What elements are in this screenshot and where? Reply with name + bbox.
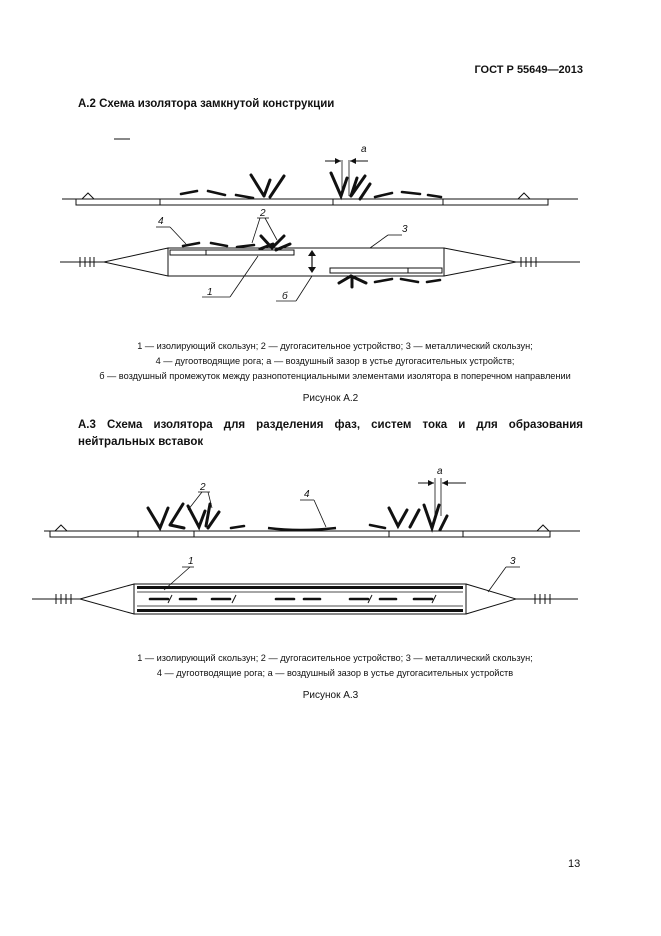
- section-a3-title-line1: А.3 Схема изолятора для разделения фаз, систем тока и для образования: [78, 419, 583, 431]
- a3-label-2: 2: [200, 482, 206, 493]
- standard-number: ГОСТ Р 55649—2013: [474, 64, 583, 76]
- a3-label-a: а: [437, 466, 443, 477]
- a3-legend-line2: 4 — дугоотводящие рога; а — воздушный зазор в устье дугогасительных устройств: [156, 668, 514, 678]
- section-a3-title-line2: нейтральных вставок: [78, 436, 204, 448]
- a2-legend-line3: б — воздушный промежуток между разнопотенциальными элементами изолятора в поперечном направлении: [99, 371, 571, 381]
- a3-label-3: 3: [510, 556, 516, 567]
- a2-legend-line2: 4 — дугоотводящие рога; а — воздушный зазор в устье дугогасительных устройств;: [155, 356, 515, 366]
- a2-label-2: 2: [260, 208, 266, 219]
- a3-legend-line1: 1 — изолирующий скользун; 2 — дугогасительное устройство; 3 — металлический скользун;: [137, 653, 533, 663]
- a3-label-1: 1: [188, 556, 194, 567]
- figure-a3-caption: Рисунок А.3: [302, 690, 359, 701]
- a2-legend-line1: 1 — изолирующий скользун; 2 — дугогасительное устройство; 3 — металлический скользун;: [137, 341, 533, 351]
- a3-label-4: 4: [304, 489, 310, 500]
- a2-label-a: а: [361, 144, 367, 155]
- page-number: 13: [568, 858, 581, 870]
- a2-label-4: 4: [158, 216, 164, 227]
- a2-label-1: 1: [207, 287, 213, 298]
- a2-label-3: 3: [402, 224, 408, 235]
- section-a2-title: А.2 Схема изолятора замкнутой конструкции: [78, 98, 335, 110]
- a2-label-6: б: [282, 291, 288, 302]
- figure-a2-caption: Рисунок А.2: [302, 393, 359, 404]
